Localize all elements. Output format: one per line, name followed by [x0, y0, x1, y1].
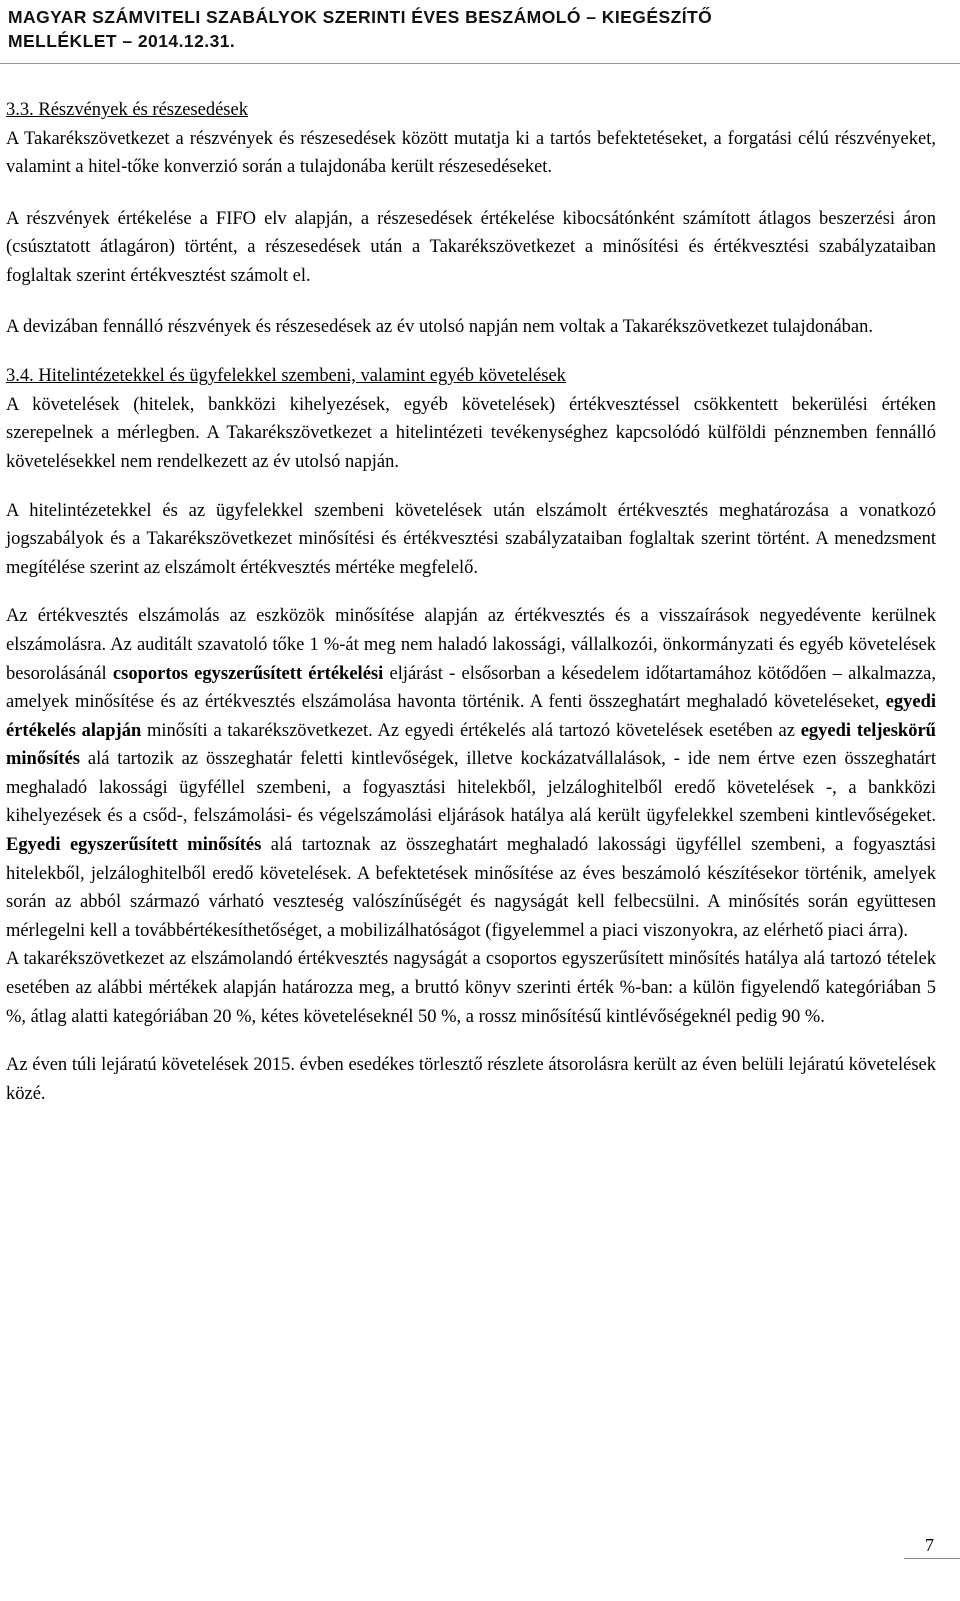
- footer-divider: [904, 1558, 960, 1559]
- header-title-line-2: MELLÉKLET – 2014.12.31.: [8, 30, 236, 51]
- paragraph-3-3-3: A devizában fennálló részvények és részesedések az év utolsó napján nem voltak a Takarékszövetkezet tulajdonában.: [6, 316, 873, 337]
- paragraph-3-4-4: A takarékszövetkezet az elszámolandó értékvesztés nagyságát a csoportos egyszerűsített minősítés hatálya alá tartozó tételek esetében az alábbi mértékek alapján határozza meg, a bruttó könyv szerinti érték %-ban: a külön figyelendő kategóriában 5 %, átlag alatti kategóriában 20 %, kétes követeléseknél 50 %, a rossz minősítésű kintlévőségeknél pedig 90 %.: [6, 949, 936, 1027]
- paragraph-3-4-3-bold-4: Egyedi egyszerűsített minősítés: [6, 835, 262, 856]
- paragraph-3-4-2: A hitelintézetekkel és az ügyfelekkel szembeni követelések után elszámolt értékvesztés meghatározása a vonatkozó jogszabályok és a Takarékszövetkezet minősítési és értékvesztési szabályzataiban foglaltak szerint történt. A menedzsment megítélése szerint az elszámolt értékvesztés mértéke megfelelő.: [6, 500, 936, 578]
- paragraph-3-4-3-text-2: eljárást - elsősorban a késedelem időtartamához kötődően – alkalmazza, amelyek minősítése és az értékvesztés elszámolása havonta történik. A fenti összeghatárt meghaladó követeléseket,: [6, 663, 936, 713]
- document-body: [6, 96, 936, 1108]
- paragraph-3-4-3-text-4: alá tartozik az összeghatár feletti kintlevőségek, illetve kockázatvállalások, - ide nem értve ezen összeghatárt meghaladó lakossági ügyféllel szembeni, a fogyasztási hitelekből, jelzáloghitelből eredő követelések -, a bankközi kihelyezések és a csőd-, felszámolási- és végelszámolási eljárások hatálya alá került ügyfelekkel szembeni kintlevőségeket.: [6, 749, 936, 827]
- paragraph-3-4-5: Az éven túli lejáratú követelések 2015. évben esedékes törlesztő részlete átsorolásra került az éven belüli lejáratú követelések közé.: [6, 1055, 936, 1104]
- paragraph-3-4-3-bold-1: csoportos egyszerűsített értékelési: [112, 663, 384, 684]
- paragraph-3-4-3-text-1: Az értékvesztés elszámolás az eszközök minősítése alapján az értékvesztés és a visszaírások negyedévente kerülnek elszámolásra. Az auditált szavatoló tőke 1 %-át meg nem haladó lakossági, vállalkozói, önkormányzati és egyéb követelések besorolásánál: [6, 606, 936, 684]
- header-divider: [0, 63, 960, 64]
- header-title-line-1: MAGYAR SZÁMVITELI SZABÁLYOK SZERINTI ÉVES BESZÁMOLÓ – KIEGÉSZÍTŐ: [8, 7, 713, 27]
- paragraph-3-3-2: A részvények értékelése a FIFO elv alapján, a részesedések értékelése kibocsátónként számított átlagos beszerzési áron (csúsztatott átlagáron) történt, a részesedések után a Takarékszövetkezet a minősítési és értékvesztési szabályzataiban foglaltak szerint értékvesztést számolt el.: [6, 208, 936, 286]
- page-number: 7: [925, 1535, 934, 1555]
- paragraph-3-4-1: A követelések (hitelek, bankközi kihelyezések, egyéb követelések) értékvesztéssel csökkentett bekerülési értéken szerepelnek a mérlegben. A Takarékszövetkezet a hitelintézeti tevékenységhez kapcsolódó külföldi pénznemben fennálló követelésekkel nem rendelkezett az év utolsó napján.: [6, 394, 936, 472]
- section-heading-3-3: 3.3. Részvények és részesedések: [6, 100, 248, 120]
- document-header: [8, 6, 948, 53]
- paragraph-3-4-3-bold-2: egyedi értékelés alapján: [6, 692, 936, 741]
- paragraph-3-4-3-text-3: minősíti a takarékszövetkezet. Az egyedi értékelés alá tartozó követelések esetében az: [141, 720, 801, 741]
- paragraph-3-3-1: A Takarékszövetkezet a részvények és részesedések között mutatja ki a tartós befektetéseket, a forgatási célú részvényeket, valamint a hitel-tőke konverzió során a tulajdonába került részesedéseket.: [6, 128, 936, 178]
- section-heading-3-4: 3.4. Hitelintézetekkel és ügyfelekkel szembeni, valamint egyéb követelések: [6, 366, 566, 387]
- paragraph-3-4-3-bold-3: egyedi teljeskörű minősítés: [6, 720, 936, 770]
- paragraph-3-4-3-text-5: alá tartoznak az összeghatárt meghaladó lakossági ügyféllel szembeni, a fogyasztási hitelekből, jelzáloghitelből eredő követelések. A befektetések minősítése az éves beszámoló készítésekor történik, amelyek során az abból származó várható veszteség valószínűségét és nagyságát kell felbecsülni. A minősítés során együttesen mérlegelni kell a továbbértékesíthetőséget, a mobilizálhatóságot (figyelemmel a piaci viszonyokra, az elérhető piaci árra).: [6, 835, 936, 941]
- paragraph-3-4-3: [6, 602, 936, 945]
